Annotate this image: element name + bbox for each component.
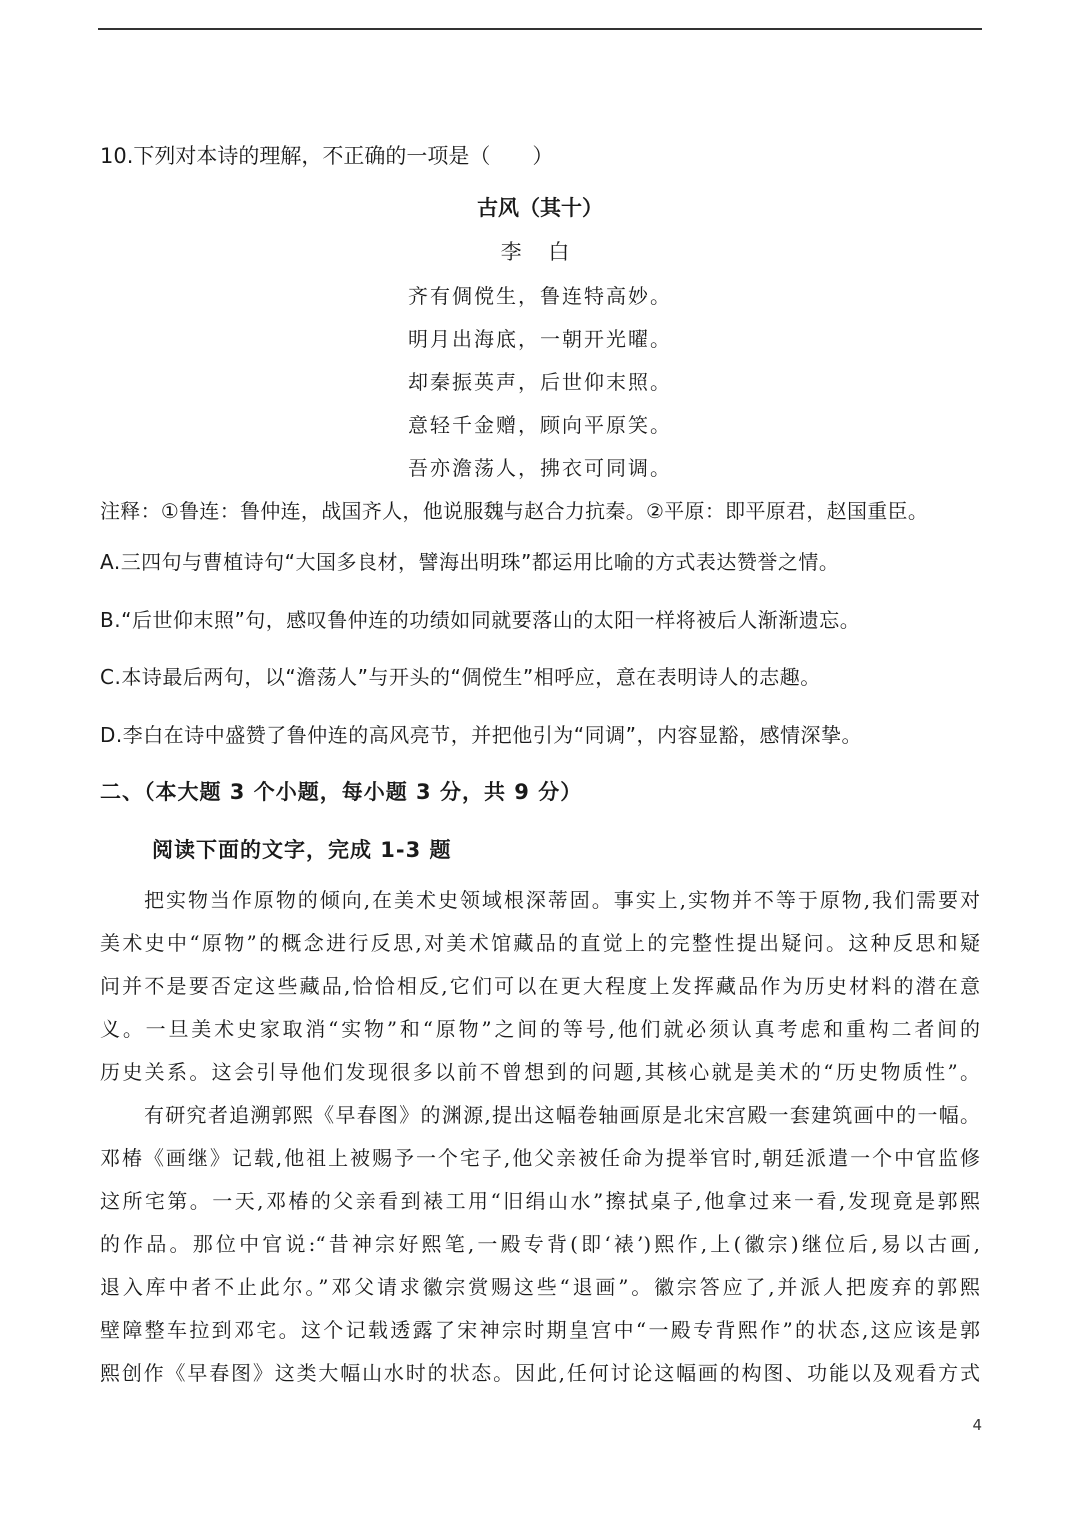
passage-line: 美术史中“原物”的概念进行反思,对美术馆藏品的直觉上的完整性提出疑问。这种反思和疑 xyxy=(100,931,980,955)
poem-author: 李 白 xyxy=(500,240,580,264)
question-10-stem: 10.下列对本诗的理解，不正确的一项是（ ） xyxy=(100,144,554,168)
poem-line: 明月出海底，一朝开光曜。 xyxy=(408,327,672,351)
passage-line: 熙创作《早春图》这类大幅山水时的状态。因此,任何讨论这幅画的构图、功能以及观看方式 xyxy=(100,1361,980,1385)
poem-line: 意轻千金赠，顾向平原笑。 xyxy=(408,413,672,437)
poem-title: 古风（其十） xyxy=(477,196,603,220)
reading-instruction: 阅读下面的文字，完成 1-3 题 xyxy=(152,838,452,862)
poem-line: 吾亦澹荡人，拂衣可同调。 xyxy=(408,456,672,480)
header-rule xyxy=(98,28,982,30)
poem-line: 却秦振英声，后世仰末照。 xyxy=(408,370,672,394)
section-heading: 二、（本大题 3 个小题，每小题 3 分，共 9 分） xyxy=(100,780,583,804)
option-a: A.三四句与曹植诗句“大国多良材，譬海出明珠”都运用比喻的方式表达赞誉之情。 xyxy=(100,550,840,574)
poem-annotation: 注释：①鲁连：鲁仲连，战国齐人，他说服魏与赵合力抗秦。②平原：即平原君，赵国重臣。 xyxy=(100,499,929,523)
option-b: B.“后世仰末照”句，感叹鲁仲连的功绩如同就要落山的太阳一样将被后人渐渐遗忘。 xyxy=(100,608,861,632)
passage-line: 义。一旦美术史家取消“实物”和“原物”之间的等号,他们就必须认真考虑和重构二者间的 xyxy=(100,1017,980,1041)
passage-line: 有研究者追溯郭熙《早春图》的渊源,提出这幅卷轴画原是北宋宫殿一套建筑画中的一幅。 xyxy=(144,1103,980,1127)
passage-line: 历史关系。这会引导他们发现很多以前不曾想到的问题,其核心就是美术的“历史物质性”。 xyxy=(100,1060,980,1084)
passage-line: 邓椿《画继》记载,他祖上被赐予一个宅子,他父亲被任命为提举官时,朝廷派遣一个中官监修 xyxy=(100,1146,980,1170)
passage-line: 退入库中者不止此尔。”邓父请求徽宗赏赐这些“退画”。徽宗答应了,并派人把废弃的郭熙 xyxy=(100,1275,980,1299)
passage-line: 的作品。那位中官说:“昔神宗好熙笔,一殿专背(即‘裱’)熙作,上(徽宗)继位后,易以古画, xyxy=(100,1232,980,1256)
passage-line: 壁障整车拉到邓宅。这个记载透露了宋神宗时期皇宫中“一殿专背熙作”的状态,这应该是郭 xyxy=(100,1318,980,1342)
poem-line: 齐有倜傥生，鲁连特高妙。 xyxy=(408,284,672,308)
passage-line: 把实物当作原物的倾向,在美术史领域根深蒂固。事实上,实物并不等于原物,我们需要对 xyxy=(144,888,980,912)
option-d: D.李白在诗中盛赞了鲁仲连的高风亮节，并把他引为“同调”，内容显豁，感情深挚。 xyxy=(100,723,862,747)
passage-line: 这所宅第。一天,邓椿的父亲看到裱工用“旧绢山水”擦拭桌子,他拿过来一看,发现竟是郭熙 xyxy=(100,1189,980,1213)
passage-line: 问并不是要否定这些藏品,恰恰相反,它们可以在更大程度上发挥藏品作为历史材料的潜在意 xyxy=(100,974,980,998)
option-c: C.本诗最后两句，以“澹荡人”与开头的“倜傥生”相呼应，意在表明诗人的志趣。 xyxy=(100,665,821,689)
page-number: 4 xyxy=(972,1416,982,1434)
